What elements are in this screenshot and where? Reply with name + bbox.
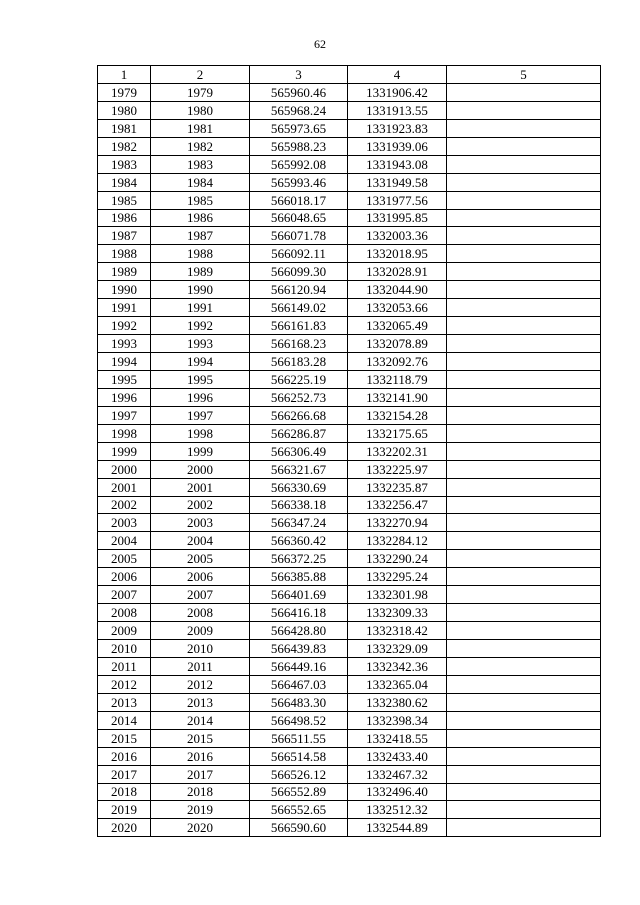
table-cell: 2003 xyxy=(98,514,151,532)
table-cell: 1997 xyxy=(98,406,151,424)
table-cell: 1990 xyxy=(151,281,250,299)
table-cell: 1982 xyxy=(151,137,250,155)
table-cell: 566552.65 xyxy=(250,801,348,819)
table-cell: 1332256.47 xyxy=(348,496,447,514)
table-cell: 566225.19 xyxy=(250,370,348,388)
table-cell: 566552.89 xyxy=(250,783,348,801)
table-cell: 1998 xyxy=(98,424,151,442)
table-cell: 2020 xyxy=(98,819,151,837)
table-cell xyxy=(447,801,601,819)
table-cell: 2009 xyxy=(98,622,151,640)
table-cell: 566428.80 xyxy=(250,622,348,640)
table-cell: 1990 xyxy=(98,281,151,299)
table-cell xyxy=(447,173,601,191)
table-cell xyxy=(447,155,601,173)
table-cell: 1992 xyxy=(98,317,151,335)
table-cell: 1980 xyxy=(98,101,151,119)
table-cell: 1991 xyxy=(151,299,250,317)
column-header-5: 5 xyxy=(447,66,601,84)
table-cell: 566416.18 xyxy=(250,604,348,622)
table-row xyxy=(98,335,601,353)
table-cell: 1332433.40 xyxy=(348,747,447,765)
coordinate-table xyxy=(97,65,601,837)
table-cell: 1331943.08 xyxy=(348,155,447,173)
column-header-2: 2 xyxy=(151,66,250,84)
table-cell xyxy=(447,568,601,586)
table-cell: 1989 xyxy=(151,263,250,281)
table-row xyxy=(98,281,601,299)
table-cell xyxy=(447,640,601,658)
table-row xyxy=(98,819,601,837)
table-cell: 1331995.85 xyxy=(348,209,447,227)
table-cell: 1979 xyxy=(151,83,250,101)
table-cell: 1996 xyxy=(151,388,250,406)
table-cell: 565992.08 xyxy=(250,155,348,173)
table-cell: 566099.30 xyxy=(250,263,348,281)
table-cell: 1332467.32 xyxy=(348,765,447,783)
table-row xyxy=(98,550,601,568)
table-cell: 1332418.55 xyxy=(348,729,447,747)
table-cell: 1332044.90 xyxy=(348,281,447,299)
table-cell: 2008 xyxy=(151,604,250,622)
table-cell: 566168.23 xyxy=(250,335,348,353)
table-cell: 566401.69 xyxy=(250,586,348,604)
table-cell: 1986 xyxy=(98,209,151,227)
table-cell: 1332295.24 xyxy=(348,568,447,586)
table-cell: 2015 xyxy=(151,729,250,747)
table-row xyxy=(98,209,601,227)
table-cell: 2002 xyxy=(98,496,151,514)
table-cell: 2005 xyxy=(151,550,250,568)
table-cell: 566321.67 xyxy=(250,460,348,478)
table-cell: 2000 xyxy=(98,460,151,478)
table-cell: 1993 xyxy=(151,335,250,353)
table-cell: 2004 xyxy=(98,532,151,550)
table-cell xyxy=(447,586,601,604)
table-cell: 2019 xyxy=(98,801,151,819)
table-row xyxy=(98,353,601,371)
table-row xyxy=(98,747,601,765)
table-cell: 1994 xyxy=(151,353,250,371)
table-cell: 566252.73 xyxy=(250,388,348,406)
table-cell: 2006 xyxy=(98,568,151,586)
table-cell: 1332065.49 xyxy=(348,317,447,335)
table-cell: 1332141.90 xyxy=(348,388,447,406)
table-cell: 1987 xyxy=(151,227,250,245)
table-row xyxy=(98,711,601,729)
table-cell: 1332235.87 xyxy=(348,478,447,496)
table-cell: 1996 xyxy=(98,388,151,406)
table-cell: 565988.23 xyxy=(250,137,348,155)
table-cell: 1982 xyxy=(98,137,151,155)
table-cell: 2011 xyxy=(151,657,250,675)
table-cell: 2006 xyxy=(151,568,250,586)
table-cell: 1332118.79 xyxy=(348,370,447,388)
table-cell: 1988 xyxy=(98,245,151,263)
table-cell xyxy=(447,819,601,837)
table-cell: 566347.24 xyxy=(250,514,348,532)
table-cell xyxy=(447,729,601,747)
table-row xyxy=(98,191,601,209)
table-cell: 1991 xyxy=(98,299,151,317)
table-cell: 1332365.04 xyxy=(348,675,447,693)
table-row xyxy=(98,622,601,640)
table-cell: 566449.16 xyxy=(250,657,348,675)
table-cell: 2016 xyxy=(98,747,151,765)
table-cell: 2008 xyxy=(98,604,151,622)
table-row xyxy=(98,675,601,693)
table-cell xyxy=(447,317,601,335)
table-row xyxy=(98,729,601,747)
table-cell: 1983 xyxy=(98,155,151,173)
table-cell xyxy=(447,424,601,442)
table-row xyxy=(98,801,601,819)
table-cell: 1332175.65 xyxy=(348,424,447,442)
table-row xyxy=(98,532,601,550)
table-row xyxy=(98,299,601,317)
table-cell: 1331906.42 xyxy=(348,83,447,101)
table-cell xyxy=(447,388,601,406)
table-cell: 566149.02 xyxy=(250,299,348,317)
table-cell: 566590.60 xyxy=(250,819,348,837)
table-cell: 1332003.36 xyxy=(348,227,447,245)
table-cell xyxy=(447,263,601,281)
table-cell: 1332496.40 xyxy=(348,783,447,801)
table-cell: 2004 xyxy=(151,532,250,550)
table-cell: 1983 xyxy=(151,155,250,173)
table-cell xyxy=(447,370,601,388)
table-cell: 566483.30 xyxy=(250,693,348,711)
table-cell: 1332053.66 xyxy=(348,299,447,317)
table-cell xyxy=(447,604,601,622)
table-cell: 2019 xyxy=(151,801,250,819)
table-cell: 566266.68 xyxy=(250,406,348,424)
table-cell: 2009 xyxy=(151,622,250,640)
table-header-row xyxy=(98,66,601,84)
table-cell xyxy=(447,191,601,209)
table-cell xyxy=(447,693,601,711)
table-cell xyxy=(447,765,601,783)
table-cell: 2012 xyxy=(151,675,250,693)
table-cell: 566048.65 xyxy=(250,209,348,227)
table-cell: 1332018.95 xyxy=(348,245,447,263)
table-cell: 2014 xyxy=(98,711,151,729)
table-cell: 1331923.83 xyxy=(348,119,447,137)
table-cell xyxy=(447,209,601,227)
table-cell: 566467.03 xyxy=(250,675,348,693)
table-cell: 1980 xyxy=(151,101,250,119)
table-row xyxy=(98,227,601,245)
table-row xyxy=(98,514,601,532)
table-cell: 1981 xyxy=(151,119,250,137)
table-cell: 1999 xyxy=(98,442,151,460)
table-cell: 565993.46 xyxy=(250,173,348,191)
table-cell: 565968.24 xyxy=(250,101,348,119)
table-row xyxy=(98,424,601,442)
table-row xyxy=(98,245,601,263)
table-cell: 1332028.91 xyxy=(348,263,447,281)
table-row xyxy=(98,640,601,658)
table-row xyxy=(98,119,601,137)
table-cell: 566338.18 xyxy=(250,496,348,514)
table-row xyxy=(98,406,601,424)
table-cell: 1994 xyxy=(98,353,151,371)
table-row xyxy=(98,173,601,191)
table-cell: 1331977.56 xyxy=(348,191,447,209)
table-cell: 1995 xyxy=(151,370,250,388)
table-cell: 1984 xyxy=(151,173,250,191)
table-cell: 1332301.98 xyxy=(348,586,447,604)
table-cell: 1332512.32 xyxy=(348,801,447,819)
table-cell: 2020 xyxy=(151,819,250,837)
table-row xyxy=(98,155,601,173)
table-cell: 1332380.62 xyxy=(348,693,447,711)
table-cell: 2010 xyxy=(151,640,250,658)
table-cell: 566161.83 xyxy=(250,317,348,335)
table-cell: 566092.11 xyxy=(250,245,348,263)
table-cell: 2001 xyxy=(151,478,250,496)
table-cell: 1989 xyxy=(98,263,151,281)
table-cell xyxy=(447,442,601,460)
table-cell: 1332398.34 xyxy=(348,711,447,729)
table-cell: 1987 xyxy=(98,227,151,245)
table-cell: 1332284.12 xyxy=(348,532,447,550)
table-row xyxy=(98,693,601,711)
table-cell: 566439.83 xyxy=(250,640,348,658)
table-cell xyxy=(447,675,601,693)
table-cell: 1332270.94 xyxy=(348,514,447,532)
table-cell: 2016 xyxy=(151,747,250,765)
table-cell: 566120.94 xyxy=(250,281,348,299)
table-cell: 566511.55 xyxy=(250,729,348,747)
table-cell xyxy=(447,532,601,550)
table-row xyxy=(98,101,601,119)
table-cell: 2003 xyxy=(151,514,250,532)
table-cell: 1332225.97 xyxy=(348,460,447,478)
table-cell: 1332309.33 xyxy=(348,604,447,622)
table-cell: 566372.25 xyxy=(250,550,348,568)
table-cell xyxy=(447,299,601,317)
table-cell: 1984 xyxy=(98,173,151,191)
table-cell: 1332544.89 xyxy=(348,819,447,837)
table-cell xyxy=(447,335,601,353)
table-cell: 1332202.31 xyxy=(348,442,447,460)
table-cell: 2010 xyxy=(98,640,151,658)
table-cell: 1988 xyxy=(151,245,250,263)
table-row xyxy=(98,604,601,622)
table-cell: 2000 xyxy=(151,460,250,478)
table-cell xyxy=(447,783,601,801)
table-cell: 1332318.42 xyxy=(348,622,447,640)
table-cell: 566526.12 xyxy=(250,765,348,783)
table-cell: 2017 xyxy=(151,765,250,783)
table-cell: 1979 xyxy=(98,83,151,101)
table-cell: 566360.42 xyxy=(250,532,348,550)
table-cell: 2015 xyxy=(98,729,151,747)
table-cell xyxy=(447,227,601,245)
table-cell xyxy=(447,281,601,299)
table-cell xyxy=(447,353,601,371)
table-cell: 1332290.24 xyxy=(348,550,447,568)
table-cell: 1332154.28 xyxy=(348,406,447,424)
table-cell: 2001 xyxy=(98,478,151,496)
table-row xyxy=(98,765,601,783)
table-row xyxy=(98,137,601,155)
table-cell xyxy=(447,460,601,478)
table-cell: 2005 xyxy=(98,550,151,568)
column-header-3: 3 xyxy=(250,66,348,84)
table-cell: 2002 xyxy=(151,496,250,514)
table-row xyxy=(98,460,601,478)
table-cell: 2007 xyxy=(98,586,151,604)
table-cell: 2011 xyxy=(98,657,151,675)
table-row xyxy=(98,568,601,586)
table-cell: 565960.46 xyxy=(250,83,348,101)
table-row xyxy=(98,317,601,335)
table-row xyxy=(98,657,601,675)
table-cell: 1995 xyxy=(98,370,151,388)
table-cell: 1993 xyxy=(98,335,151,353)
table-cell xyxy=(447,101,601,119)
table-cell: 566385.88 xyxy=(250,568,348,586)
table-cell: 1331913.55 xyxy=(348,101,447,119)
table-cell: 566306.49 xyxy=(250,442,348,460)
column-header-1: 1 xyxy=(98,66,151,84)
table-row xyxy=(98,263,601,281)
table-body xyxy=(98,83,601,836)
table-cell: 1332342.36 xyxy=(348,657,447,675)
table-row xyxy=(98,442,601,460)
column-header-4: 4 xyxy=(348,66,447,84)
table-cell: 1992 xyxy=(151,317,250,335)
table-cell xyxy=(447,747,601,765)
table-cell: 2018 xyxy=(151,783,250,801)
table-cell: 2017 xyxy=(98,765,151,783)
table-cell xyxy=(447,496,601,514)
table-cell xyxy=(447,119,601,137)
table-cell: 2013 xyxy=(98,693,151,711)
table-cell: 566018.17 xyxy=(250,191,348,209)
table-row xyxy=(98,478,601,496)
table-cell: 2013 xyxy=(151,693,250,711)
table-cell: 1331939.06 xyxy=(348,137,447,155)
table-cell: 566330.69 xyxy=(250,478,348,496)
table-row xyxy=(98,388,601,406)
table-cell: 1332092.76 xyxy=(348,353,447,371)
table-cell: 1985 xyxy=(98,191,151,209)
table-cell: 1999 xyxy=(151,442,250,460)
table-cell: 1331949.58 xyxy=(348,173,447,191)
table-row xyxy=(98,83,601,101)
table-row xyxy=(98,496,601,514)
table-cell: 2018 xyxy=(98,783,151,801)
table-cell xyxy=(447,245,601,263)
table-cell: 1997 xyxy=(151,406,250,424)
table-cell: 565973.65 xyxy=(250,119,348,137)
table-cell: 1332329.09 xyxy=(348,640,447,658)
table-row xyxy=(98,370,601,388)
page-number: 62 xyxy=(314,37,326,51)
table-cell xyxy=(447,406,601,424)
table-cell: 566183.28 xyxy=(250,353,348,371)
table-cell: 2007 xyxy=(151,586,250,604)
table-cell: 1981 xyxy=(98,119,151,137)
table-row xyxy=(98,586,601,604)
table-cell xyxy=(447,137,601,155)
table-cell: 566514.58 xyxy=(250,747,348,765)
table-cell xyxy=(447,514,601,532)
table-cell xyxy=(447,622,601,640)
table-cell: 566286.87 xyxy=(250,424,348,442)
table-cell xyxy=(447,83,601,101)
table-cell: 2012 xyxy=(98,675,151,693)
table-cell: 566071.78 xyxy=(250,227,348,245)
table-cell: 1986 xyxy=(151,209,250,227)
table-cell xyxy=(447,478,601,496)
table-cell xyxy=(447,657,601,675)
table-cell xyxy=(447,550,601,568)
table-cell xyxy=(447,711,601,729)
table-cell: 2014 xyxy=(151,711,250,729)
table-cell: 1332078.89 xyxy=(348,335,447,353)
table-cell: 566498.52 xyxy=(250,711,348,729)
table-cell: 1985 xyxy=(151,191,250,209)
table-row xyxy=(98,783,601,801)
table-cell: 1998 xyxy=(151,424,250,442)
